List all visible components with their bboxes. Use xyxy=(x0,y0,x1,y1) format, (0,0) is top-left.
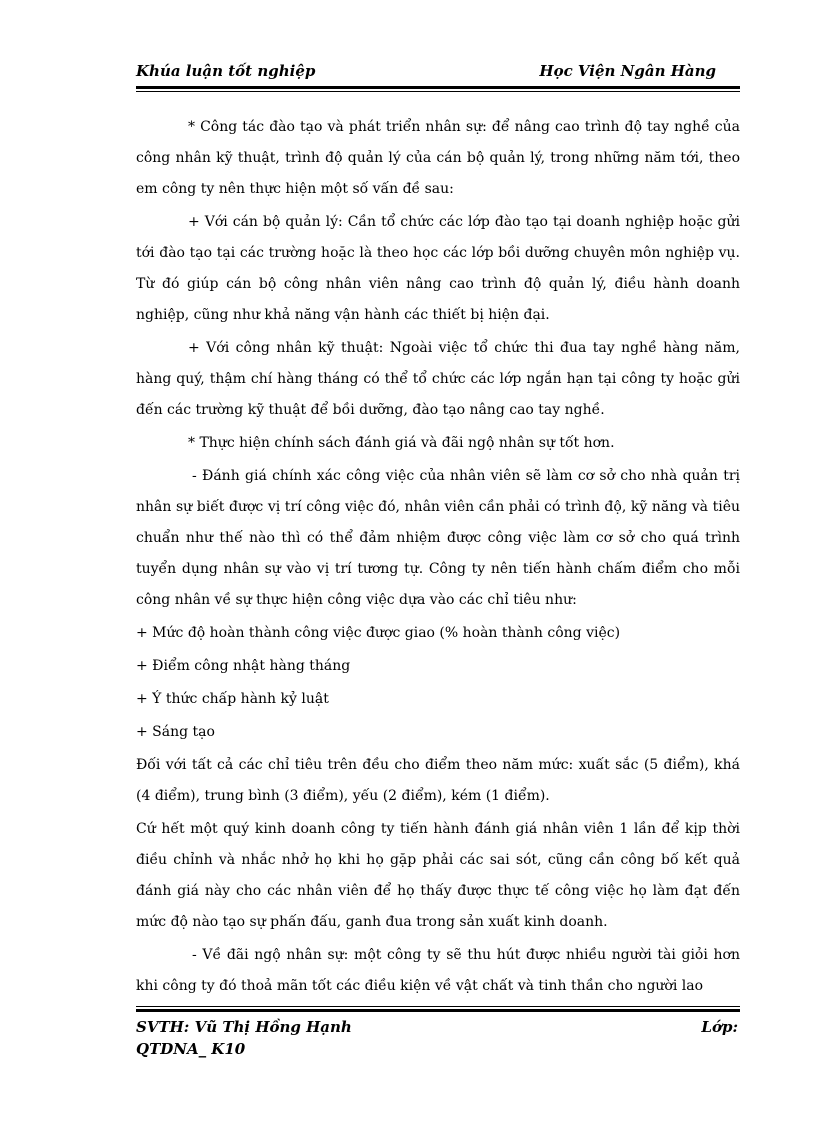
list-item: + Điểm công nhật hàng tháng xyxy=(136,658,351,674)
paragraph-evaluation-heading: * Thực hiện chính sách đánh giá và đãi ngộ nhân sự tốt hơn. xyxy=(188,435,615,451)
footer-rule-thin xyxy=(136,1006,740,1007)
footer-class-value: QTDNA_ K10 xyxy=(136,1040,246,1058)
list-item: + Sáng tạo xyxy=(136,724,215,740)
header-rule-thick xyxy=(136,86,740,89)
footer-author: SVTH: Vũ Thị Hồng Hạnh xyxy=(136,1018,352,1036)
paragraph-quarterly-review: Cứ hết một quý kinh doanh công ty tiến hành đánh giá nhân viên 1 lần để kịp thời điều chỉnh và nhắc nhở họ khi họ gặp phải các sai sót, cũng cần công bố kết quả đánh giá này cho các nhân viên để họ thấy được thực tế công việc họ làm đạt đến mức độ nào tạo sự phấn đấu, ganh đua trong sản xuất kinh doanh. xyxy=(136,821,740,930)
paragraph-evaluation: - Đánh giá chính xác công việc của nhân viên sẽ làm cơ sở cho nhà quản trị nhân sự biết được vị trí công việc đó, nhân viên cần phải có trình độ, kỹ năng và tiêu chuẩn như thế nào thì có thể đảm nhiệm được công việc làm cơ sở cho quá trình tuyển dụng nhân sự vào vị trí tương tự. Công ty nên tiến hành chấm điểm cho mỗi công nhân về sự thực hiện công việc dựa vào các chỉ tiêu như: xyxy=(136,468,740,608)
page-header xyxy=(136,58,740,84)
header-thesis-title: Khúa luận tốt nghiệp xyxy=(136,62,316,80)
footer-rule-thick xyxy=(136,1009,740,1012)
page-body xyxy=(136,112,740,1004)
list-item: + Ý thức chấp hành kỷ luật xyxy=(136,691,329,707)
header-institution: Học Viện Ngân Hàng xyxy=(539,62,716,80)
footer-class-label: Lớp: xyxy=(701,1018,738,1036)
paragraph-training: * Công tác đào tạo và phát triển nhân sự: để nâng cao trình độ tay nghề của công nhân kỹ thuật, trình độ quản lý của cán bộ quản lý, trong những năm tới, theo em công ty nên thực hiện một số vấn đề sau: xyxy=(136,119,740,197)
paragraph-technicians: + Với công nhân kỹ thuật: Ngoài việc tổ chức thi đua tay nghề hàng năm, hàng quý, thậm chí hàng tháng có thể tổ chức các lớp ngắn hạn tại công ty hoặc gửi đến các trường kỹ thuật để bồi dưỡng, đào tạo nâng cao tay nghề. xyxy=(136,340,740,418)
paragraph-scoring: Đối với tất cả các chỉ tiêu trên đều cho điểm theo năm mức: xuất sắc (5 điểm), khá (4 điểm), trung bình (3 điểm), yếu (2 điểm), kém (1 điểm). xyxy=(136,757,740,804)
paragraph-compensation: - Về đãi ngộ nhân sự: một công ty sẽ thu hút được nhiều người tài giỏi hơn khi công ty đó thoả mãn tốt các điều kiện về vật chất và tinh thần cho người lao xyxy=(136,947,740,994)
list-item: + Mức độ hoàn thành công việc được giao (% hoàn thành công việc) xyxy=(136,625,621,641)
paragraph-managers: + Với cán bộ quản lý: Cần tổ chức các lớp đào tạo tại doanh nghiệp hoặc gửi tới đào tạo tại các trường hoặc là theo học các lớp bồi dưỡng chuyên môn nghiệp vụ. Từ đó giúp cán bộ công nhân viên nâng cao trình độ quản lý, điều hành doanh nghiệp, cũng như khả năng vận hành các thiết bị hiện đại. xyxy=(136,214,740,323)
header-rule-thin xyxy=(136,91,740,92)
